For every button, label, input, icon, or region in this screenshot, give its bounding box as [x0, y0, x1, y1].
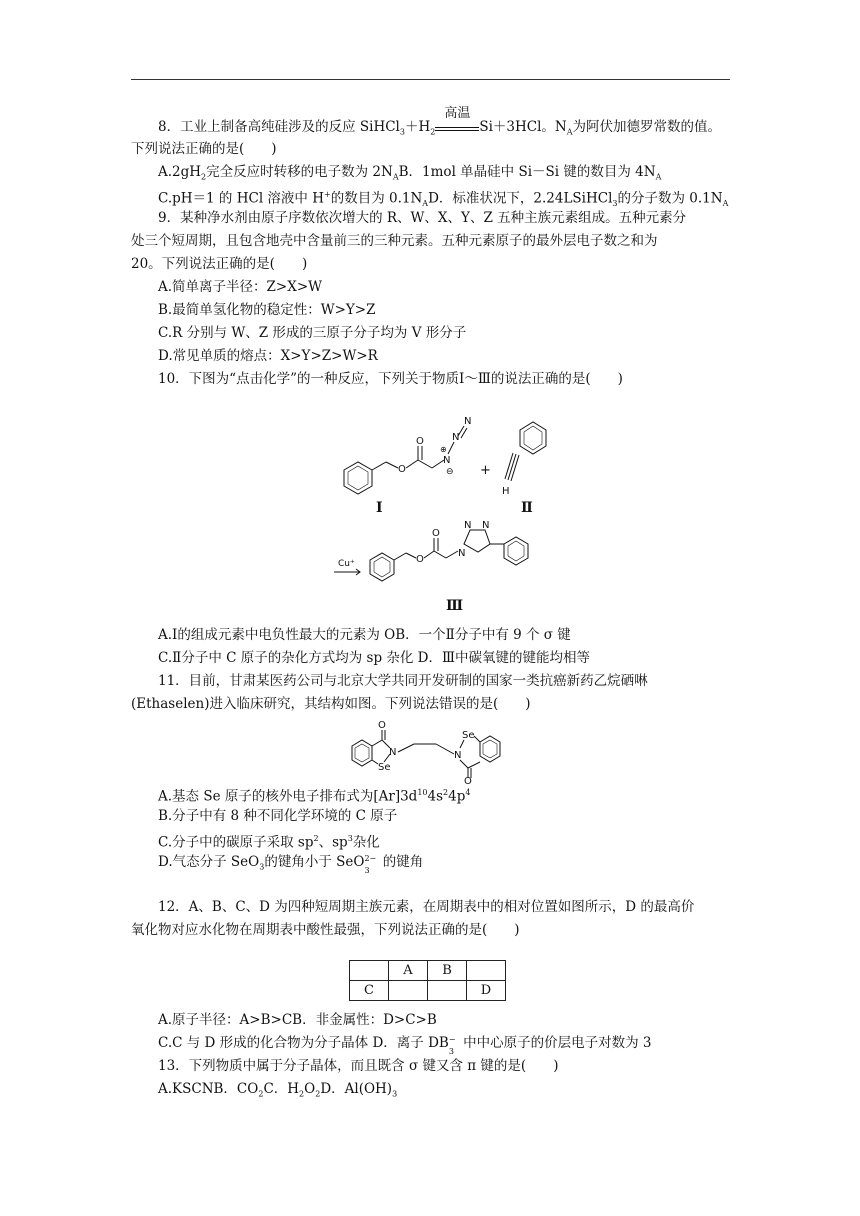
svg-text:O: O [398, 464, 406, 475]
q11-option-c: C.分子中的碳原子采取 $sp^2$、$sp^3$杂化 [158, 834, 380, 851]
svg-text:H: H [502, 486, 510, 497]
q12-options-ab: A.原子半径：A>B>CB．非金属性：D>C>B [158, 1012, 437, 1028]
svg-text:N: N [458, 548, 466, 559]
q11-option-d: D.气态分子 SeO$_3$的键角小于 SeO 2− 3 的键角 [158, 854, 424, 875]
svg-text:Se: Se [378, 762, 391, 773]
q9-option-c: C.R 分别与 W、Z 形成的三原子分子均为 V 形分子 [158, 325, 467, 341]
reaction-condition: 高温 [435, 119, 479, 131]
q10-options-ab: A.Ⅰ的组成元素中电负性最大的元素为 OB．一个Ⅱ分子中有 9 个 σ 键 [158, 627, 571, 643]
svg-text:O: O [432, 528, 440, 539]
q11-option-a: A.基态 Se 原子的核外电子排布式为$[Ar]3d^{10}4s^24p^4$ [158, 788, 471, 805]
table-cell [467, 961, 506, 981]
q8-options-cd: C.pH＝1 的 HCl 溶液中 H+的数目为 $0.1N_AD$．标准状况下，2.24LSiHCl$_3$的分子数为 $0.1N_A$ [158, 190, 729, 209]
table-cell [350, 961, 389, 981]
svg-text:O: O [416, 436, 424, 447]
periodic-table-fragment [349, 960, 506, 1001]
table-cell [428, 981, 467, 1001]
q12-stem-line2: 氧化物对应水化物在周期表中酸性最强，下列说法正确的是( ) [131, 922, 520, 938]
q10-stem: 10．下图为“点击化学”的一种反应，下列关于物质Ⅰ～Ⅲ的说法正确的是( ) [158, 371, 623, 387]
table-cell: D [467, 981, 506, 1001]
q11-option-b: B.分子中有 8 种不同化学环境的 C 原子 [158, 808, 398, 824]
svg-text:+: + [480, 463, 491, 478]
q8-stem-line1: 8．工业上制备高纯硅涉及的反应 $SiHCl_3+H_2$ 高温 Si＋3HCl。$N_A$为阿伏加德罗常数的值。 [158, 106, 722, 137]
svg-text:O: O [378, 720, 386, 731]
q9-option-a: A.简单离子半径：Z>X>W [158, 279, 323, 295]
q13-options: A.KSCNB．$CO_2C$．$H_2O_2D$．$Al(OH)_3$ [158, 1081, 398, 1099]
q8-stem-line2: 下列说法正确的是( ) [131, 141, 277, 157]
q9-stem-line2: 处三个短周期，且包含地壳中含量前三的三种元素。五种元素原子的最外层电子数之和为 [131, 233, 658, 249]
header-rule [131, 79, 730, 80]
table-cell: B [428, 961, 467, 981]
compound-i-label: Ⅰ [376, 500, 383, 516]
svg-text:O: O [464, 776, 472, 784]
svg-text:Se: Se [462, 730, 475, 741]
q10-options-cd: C.Ⅱ分子中 C 原子的杂化方式均为 sp 杂化 D．Ⅲ中碳氧键的键能均相等 [158, 650, 591, 666]
q12-stem-line1: 12．A、B、C、D 为四种短周期主族元素，在周期表中的相对位置如图所示，D 的最高价 [158, 899, 695, 915]
svg-text:O: O [416, 554, 424, 565]
q8-options-ab: $A.2gH_2$完全反应时转移的电子数为 $2N_AB$．1mol 单晶硅中 Si－Si 键的数目为 $4N_A$ [158, 164, 662, 182]
svg-text:N: N [464, 416, 472, 427]
table-cell [389, 981, 428, 1001]
table-row [350, 981, 506, 1001]
table-cell: A [389, 961, 428, 981]
q9-option-d: D.常见单质的熔点：X>Y>Z>W>R [158, 348, 378, 364]
q12-options-cd: C.C 与 D 形成的化合物为分子晶体 D．离子 DB − 3 中中心原子的价层电子对数为 3 [158, 1035, 652, 1056]
table-cell: C [350, 981, 389, 1001]
svg-text:N: N [443, 455, 451, 466]
compound-iii-label: Ⅲ [446, 598, 464, 614]
q11-stem-line2: (Ethaselen)进入临床研究，其结构如图。下列说法错误的是( ) [131, 696, 531, 712]
svg-text:⊕: ⊕ [440, 445, 447, 454]
svg-text:N: N [482, 520, 490, 531]
svg-text:Cu⁺: Cu⁺ [338, 559, 355, 569]
svg-text:⊖: ⊖ [446, 467, 454, 477]
q9-option-b: B.最简单氢化物的稳定性：W>Y>Z [158, 302, 376, 318]
q11-stem-line1: 11．目前，甘肃某医药公司与北京大学共同开发研制的国家一类抗癌新药乙烷硒啉 [158, 673, 648, 689]
svg-text:N: N [389, 747, 397, 758]
click-reaction-figure [330, 410, 570, 620]
svg-text:N: N [454, 750, 462, 761]
ethaselen-structure [344, 718, 524, 784]
q13-stem: 13．下列物质中属于分子晶体，而且既含 σ 键又含 π 键的是( ) [158, 1058, 559, 1074]
table-row [350, 961, 506, 981]
q9-stem-line1: 9．某种净水剂由原子序数依次增大的 R、W、X、Y、Z 五种主族元素组成。五种元素分 [158, 210, 687, 226]
compound-ii-label: Ⅱ [521, 500, 533, 516]
q9-stem-line3: 20。下列说法正确的是( ) [131, 256, 308, 272]
svg-text:N: N [464, 520, 472, 531]
svg-text:N: N [452, 432, 460, 443]
